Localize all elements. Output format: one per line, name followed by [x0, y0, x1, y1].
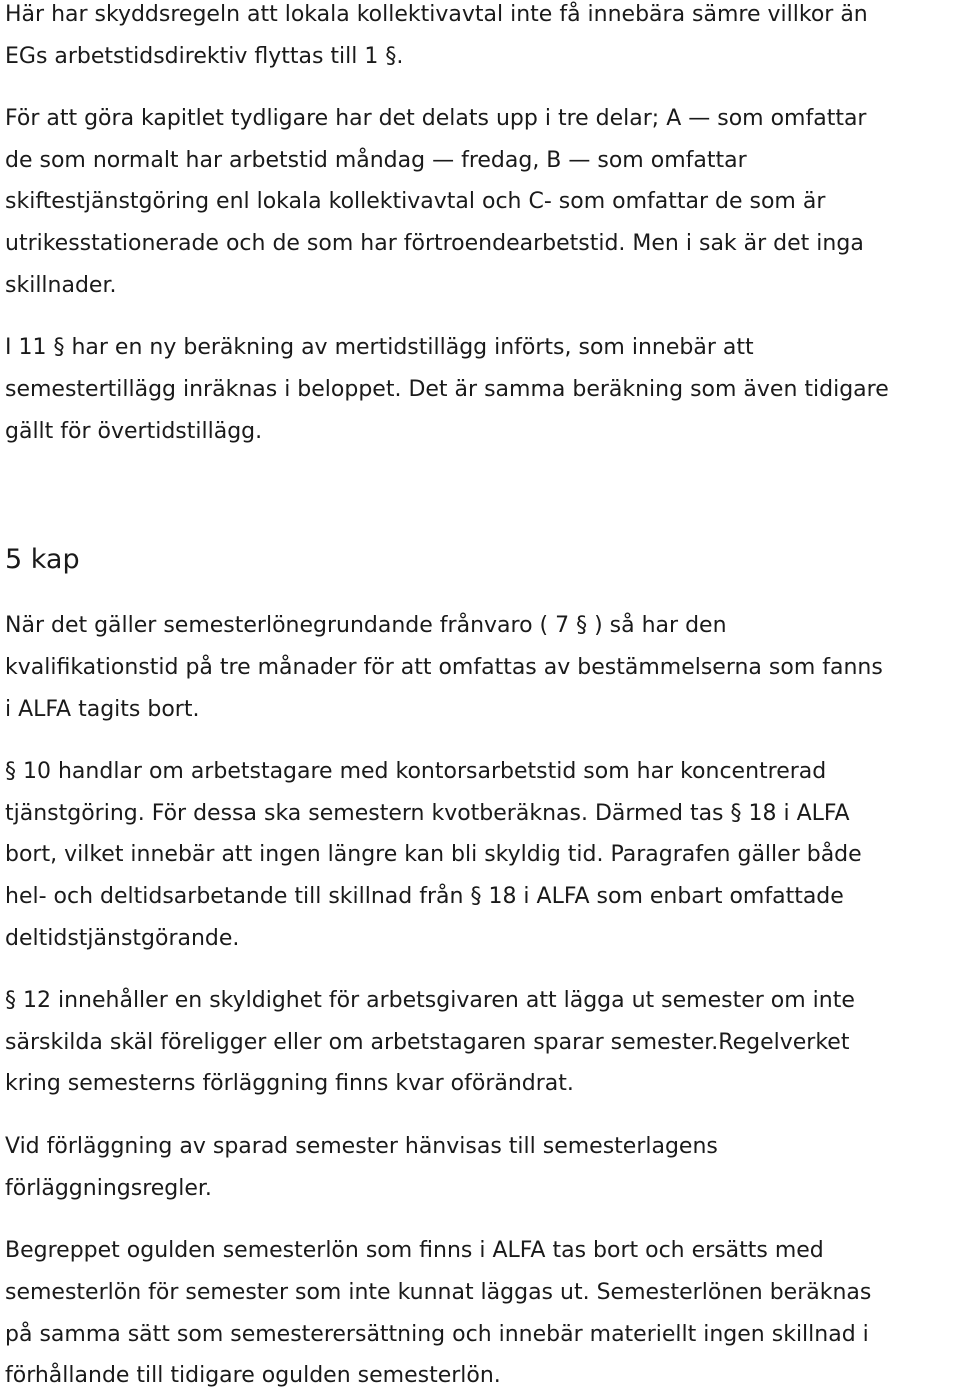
section-paragraph-5-line-4: förhållande till tidigare ogulden semesterlön.	[5, 1363, 501, 1388]
paragraph-2-line-1: För att göra kapitlet tydligare har det delats upp i tre delar; A — som omfattar	[5, 106, 867, 131]
section-paragraph-3-line-3: kring semesterns förläggning finns kvar oförändrat.	[5, 1071, 574, 1096]
section-paragraph-2-line-1: § 10 handlar om arbetstagare med kontorsarbetstid som har koncentrerad	[5, 759, 827, 784]
section-paragraph-1-line-3: i ALFA tagits bort.	[5, 697, 200, 722]
section-paragraph-5-line-2: semesterlön för semester som inte kunnat läggas ut. Semesterlönen beräknas	[5, 1280, 872, 1305]
paragraph-1-line-1: Här har skyddsregeln att lokala kollektivavtal inte få innebära sämre villkor än	[5, 2, 868, 27]
section-paragraph-2-line-4: hel- och deltidsarbetande till skillnad från § 18 i ALFA som enbart omfattade	[5, 884, 844, 909]
section-paragraph-4-line-2: förläggningsregler.	[5, 1176, 212, 1201]
paragraph-3-line-2: semestertillägg inräknas i beloppet. Det är samma beräkning som även tidigare	[5, 377, 889, 402]
section-paragraph-4-line-1: Vid förläggning av sparad semester hänvisas till semesterlagens	[5, 1134, 718, 1159]
paragraph-2-line-4: utrikesstationerade och de som har förtroendearbetstid. Men i sak är det inga	[5, 231, 864, 256]
section-paragraph-2-line-3: bort, vilket innebär att ingen längre kan bli skyldig tid. Paragrafen gäller både	[5, 842, 862, 867]
section-paragraph-3-line-2: särskilda skäl föreligger eller om arbetstagaren sparar semester.Regelverket	[5, 1030, 850, 1055]
section-paragraph-2-line-2: tjänstgöring. För dessa ska semestern kvotberäknas. Därmed tas § 18 i ALFA	[5, 801, 850, 826]
section-paragraph-5-line-3: på samma sätt som semesterersättning och innebär materiellt ingen skillnad i	[5, 1322, 869, 1347]
section-paragraph-3-line-1: § 12 innehåller en skyldighet för arbetsgivaren att lägga ut semester om inte	[5, 988, 855, 1013]
paragraph-2-line-3: skiftestjänstgöring enl lokala kollektivavtal och C- som omfattar de som är	[5, 189, 826, 214]
paragraph-3-line-1: I 11 § har en ny beräkning av mertidstillägg införts, som innebär att	[5, 335, 754, 360]
section-paragraph-1-line-1: När det gäller semesterlönegrundande frånvaro ( 7 § ) så har den	[5, 613, 727, 638]
section-paragraph-5-line-1: Begreppet ogulden semesterlön som finns i ALFA tas bort och ersätts med	[5, 1238, 824, 1263]
paragraph-1-line-2: EGs arbetstidsdirektiv flyttas till 1 §.	[5, 44, 404, 69]
section-paragraph-1-line-2: kvalifikationstid på tre månader för att omfattas av bestämmelserna som fanns	[5, 655, 883, 680]
section-heading: 5 kap	[5, 544, 80, 575]
paragraph-2-line-5: skillnader.	[5, 273, 117, 298]
paragraph-2-line-2: de som normalt har arbetstid måndag — fredag, B — som omfattar	[5, 148, 747, 173]
section-paragraph-2-line-5: deltidstjänstgörande.	[5, 926, 240, 951]
paragraph-3-line-3: gällt för övertidstillägg.	[5, 419, 263, 444]
